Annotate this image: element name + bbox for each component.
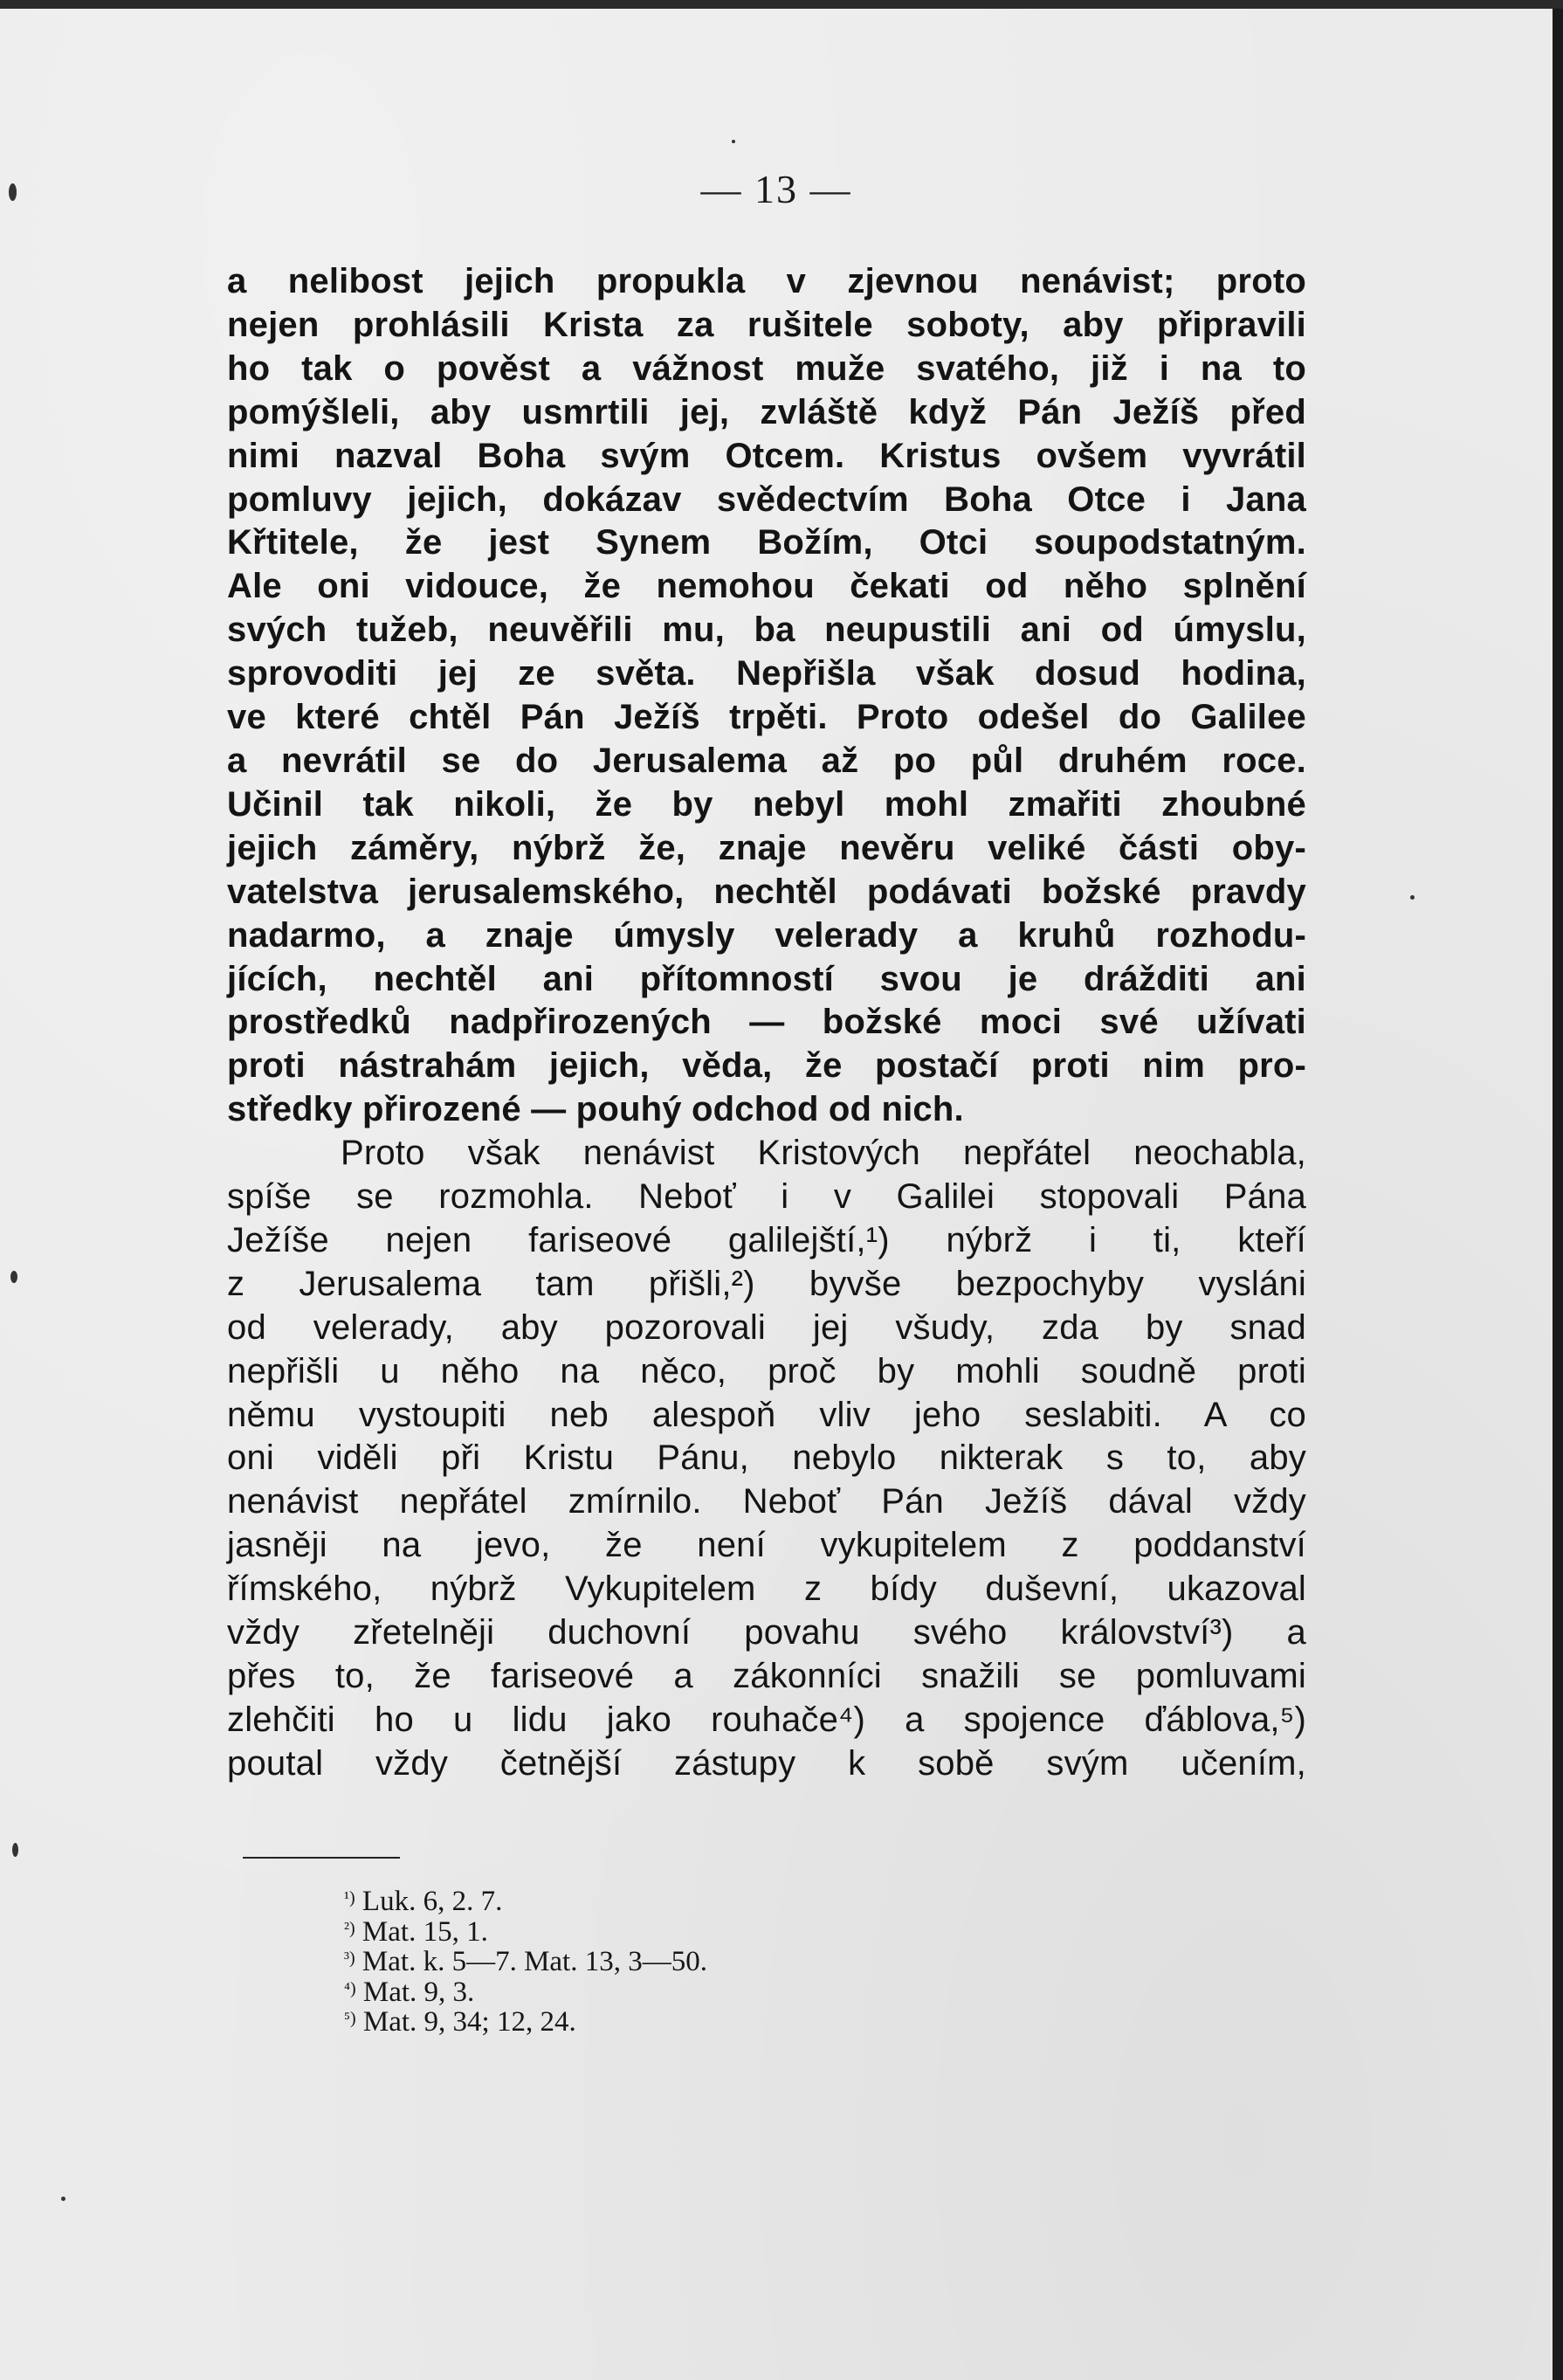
- footnote-item: [344, 1945, 707, 1976]
- text-line: Ježíše nejen fariseové galilejští,¹) nýbrž i ti, kteří: [227, 1220, 1306, 1259]
- text-line: středky přirozené — pouhý odchod od nich.: [227, 1090, 964, 1129]
- footnote-mark: ¹): [344, 1888, 355, 1907]
- footnote-text: Mat. k. 5—7. Mat. 13, 3—50.: [361, 1946, 707, 1977]
- text-line: a nelibost jejich propukla v zjevnou nenávist; proto: [227, 262, 1306, 300]
- paper-speck: [732, 140, 735, 143]
- footnote-item: [344, 1915, 707, 1946]
- text-line: a nevrátil se do Jerusalema až po půl druhém roce.: [227, 741, 1306, 780]
- text-line: nejen prohlásili Krista za rušitele soboty, aby připravili: [227, 305, 1306, 344]
- text-line: proti nástrahám jejich, věda, že postačí proti nim pro-: [227, 1046, 1306, 1086]
- text-line: Křtitele, že jest Synem Božím, Otci soupodstatným.: [227, 523, 1306, 562]
- footnote-text: Mat. 9, 34; 12, 24.: [362, 2006, 576, 2038]
- text-line: oni viděli při Kristu Pánu, nebylo nikterak s to, aby: [227, 1438, 1306, 1478]
- text-line: jících, nechtěl ani přítomností svou je drážditi ani: [227, 959, 1306, 998]
- footnotes: [344, 1885, 707, 2036]
- text-line: Proto však nenávist Kristových nepřátel neochabla,: [341, 1134, 1306, 1173]
- text-line: prostředků nadpřirozených — božské moci své užívati: [227, 1003, 1306, 1042]
- body-text: [227, 260, 1306, 1786]
- text-line: vždy zřetelněji duchovní povahu svého království³) a: [227, 1613, 1306, 1652]
- text-line: sprovoditi jej ze světa. Nepřišla však dosud hodina,: [227, 654, 1306, 693]
- paper-speck: [10, 1271, 17, 1283]
- text-line: svých tužeb, neuvěřili mu, ba neupustili ani od úmyslu,: [227, 611, 1306, 650]
- text-line: spíše se rozmohla. Neboť i v Galilei stopovali Pána: [227, 1177, 1306, 1217]
- paper-speck: [9, 183, 17, 201]
- text-line: nepřišli u něho na něco, proč by mohli soudně proti: [227, 1351, 1306, 1390]
- text-line: nenávist nepřátel zmírnilo. Neboť Pán Ježíš dával vždy: [227, 1482, 1306, 1521]
- paper-speck: [61, 2197, 65, 2201]
- text-line: pomýšleli, aby usmrtili jej, zvláště když Pán Ježíš před: [227, 392, 1306, 431]
- paper-speck: [12, 1843, 18, 1857]
- scan-edge: [0, 0, 1563, 9]
- text-line: ho tak o pověst a vážnost muže svatého, již i na to: [227, 348, 1306, 388]
- text-line: od velerady, aby pozorovali jej všudy, zda by snad: [227, 1307, 1306, 1347]
- footnote-mark: ²): [344, 1918, 355, 1938]
- footnote-text: Luk. 6, 2. 7.: [361, 1886, 503, 1917]
- text-line: nimi nazval Boha svým Otcem. Kristus ovšem vyvrátil: [227, 436, 1306, 475]
- footnote-item: [344, 2005, 707, 2036]
- text-line: němu vystoupiti neb alespoň vliv jeho seslabiti. A co: [227, 1395, 1306, 1434]
- text-line: pomluvy jejich, dokázav svědectvím Boha Otce i Jana: [227, 479, 1306, 519]
- footnote-mark: ⁴): [344, 1978, 356, 1998]
- footnote-divider: [243, 1857, 400, 1859]
- text-line: jejich záměry, nýbrž že, znaje nevěru veliké části oby-: [227, 828, 1306, 867]
- text-line: z Jerusalema tam přišli,²) byvše bezpochyby vysláni: [227, 1264, 1306, 1303]
- paper-speck: [1410, 895, 1415, 900]
- text-line: římského, nýbrž Vykupitelem z bídy duševní, ukazoval: [227, 1569, 1306, 1609]
- scan-edge: [1553, 0, 1563, 2380]
- footnote-item: [344, 1885, 707, 1915]
- text-line: zlehčiti ho u lidu jako rouhače⁴) a spojence ďáblova,⁵): [227, 1700, 1306, 1739]
- text-line: poutal vždy četnější zástupy k sobě svým učením,: [227, 1743, 1306, 1783]
- footnote-text: Mat. 15, 1.: [361, 1915, 488, 1948]
- text-line: ve které chtěl Pán Ježíš trpěti. Proto odešel do Galilee: [227, 698, 1306, 737]
- footnote-mark: ⁵): [344, 2009, 356, 2028]
- text-line: Ale oni vidouce, že nemohou čekati od něho splnění: [227, 567, 1306, 606]
- footnote-text: Mat. 9, 3.: [362, 1976, 475, 2008]
- page-number: — 13 —: [700, 167, 852, 211]
- text-line: Učinil tak nikoli, že by nebyl mohl zmařiti zhoubné: [227, 784, 1306, 824]
- text-line: jasněji na jevo, že není vykupitelem z poddanství: [227, 1526, 1306, 1565]
- text-line: přes to, že fariseové a zákonníci snažili se pomluvami: [227, 1657, 1306, 1695]
- text-line: vatelstva jerusalemského, nechtěl podávati božské pravdy: [227, 872, 1306, 911]
- footnote-mark: ³): [344, 1949, 355, 1968]
- footnote-item: [344, 1976, 707, 2006]
- text-line: nadarmo, a znaje úmysly velerady a kruhů rozhodu-: [227, 915, 1306, 955]
